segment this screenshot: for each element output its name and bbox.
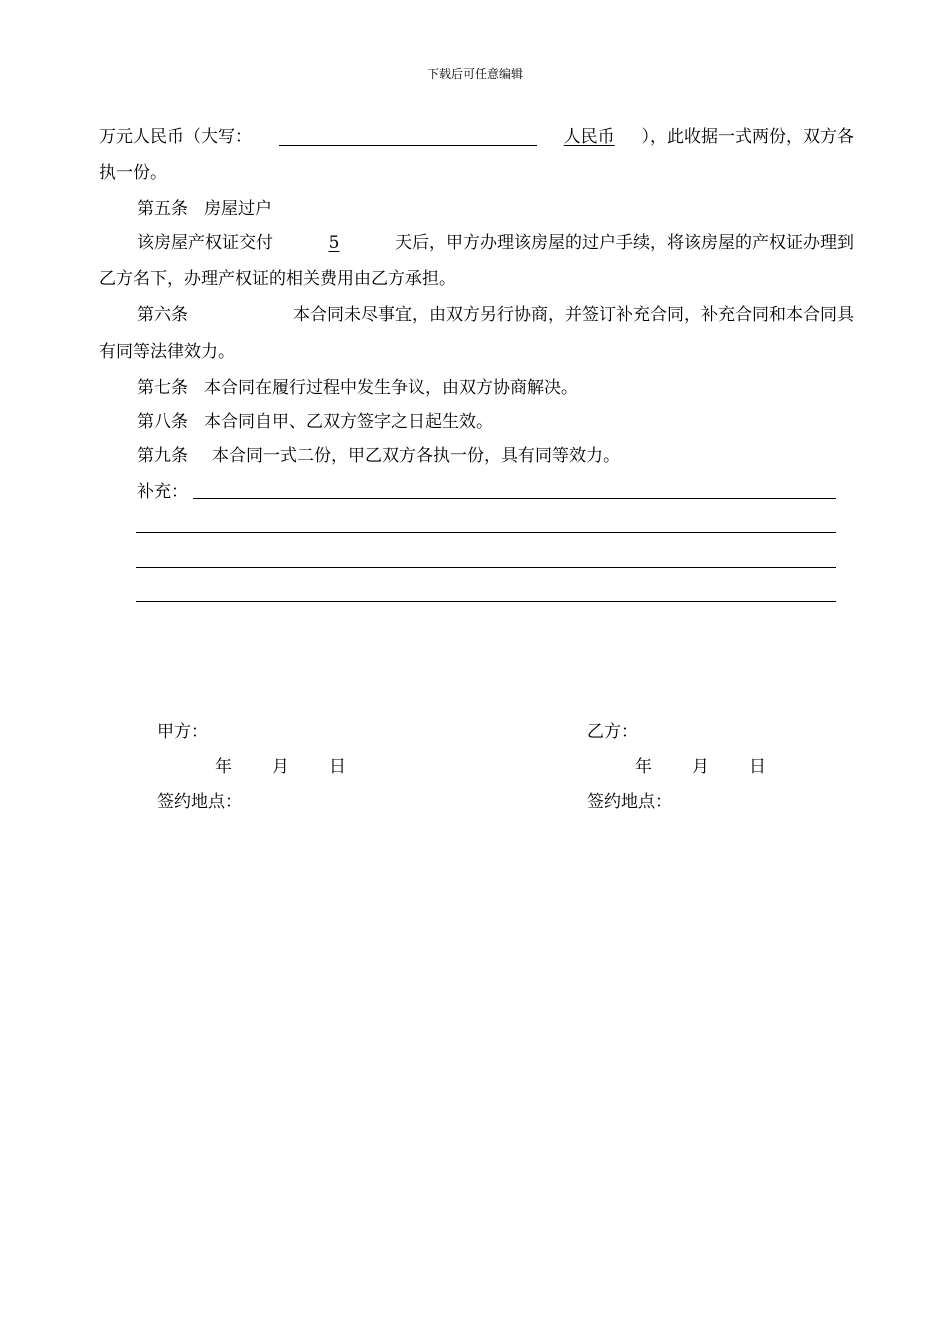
supplement-line-4[interactable]	[136, 601, 836, 602]
page-header: 下载后可任意编辑	[426, 67, 523, 81]
article-9	[137, 444, 854, 468]
party-b-day: 日	[749, 757, 766, 777]
article-9-num: 第九条	[137, 446, 188, 466]
payment-prefix: 万元人民币（大写：	[99, 127, 252, 147]
article-8-body: 本合同自甲、乙双方签字之日起生效。	[204, 412, 493, 432]
party-b-year: 年	[635, 757, 652, 777]
article-5-body-rest: 天后，甲方办理该房屋的过户手续，将该房屋的产权证办理到	[394, 233, 854, 253]
party-a-day: 日	[329, 757, 346, 777]
article-5-title	[137, 197, 854, 221]
party-b-date	[635, 755, 766, 779]
article-5-body-prefix: 该房屋产权证交付	[137, 233, 273, 253]
article-6-line-1	[137, 303, 854, 327]
article-6-body-1: 本合同未尽事宜，由双方另行协商，并签订补充合同，补充合同和本合同具	[293, 305, 854, 325]
article-5-title-text: 房屋过户	[204, 199, 272, 219]
article-8	[137, 410, 854, 434]
article-7	[137, 376, 854, 400]
party-a-place: 签约地点：	[157, 792, 242, 812]
supplement-line-3[interactable]	[136, 567, 836, 568]
payment-rest: ），此收据一式两份，双方各	[641, 127, 854, 147]
article-6-num: 第六条	[137, 305, 188, 325]
article-5-num: 第五条	[137, 199, 188, 219]
party-a-date	[215, 755, 346, 779]
party-a-month: 月	[272, 757, 289, 777]
article-7-body: 本合同在履行过程中发生争议，由双方协商解决。	[204, 378, 578, 398]
article-5-body-line-2: 乙方名下，办理产权证的相关费用由乙方承担。	[99, 269, 456, 289]
party-b-label: 乙方：	[587, 722, 638, 742]
article-9-body: 本合同一式二份，甲乙双方各执一份，具有同等效力。	[212, 446, 620, 466]
party-b-place: 签约地点：	[587, 792, 672, 812]
supplement-label: 补充：	[137, 482, 188, 502]
party-b-month: 月	[692, 757, 709, 777]
article-8-num: 第八条	[137, 412, 188, 432]
article-5-body-line-1	[137, 231, 854, 255]
payment-line-2: 执一份。	[99, 163, 167, 183]
article-7-num: 第七条	[137, 378, 188, 398]
amount-currency: 人民币	[563, 127, 615, 147]
supplement-line-2[interactable]	[136, 532, 836, 533]
supplement-line-1[interactable]	[193, 498, 836, 499]
amount-in-words-blank	[279, 125, 537, 146]
article-5-days: 5	[328, 233, 340, 253]
party-a-label: 甲方：	[157, 722, 208, 742]
party-a-year: 年	[215, 757, 232, 777]
article-6-line-2: 有同等法律效力。	[99, 342, 235, 362]
payment-line-1	[99, 125, 854, 149]
